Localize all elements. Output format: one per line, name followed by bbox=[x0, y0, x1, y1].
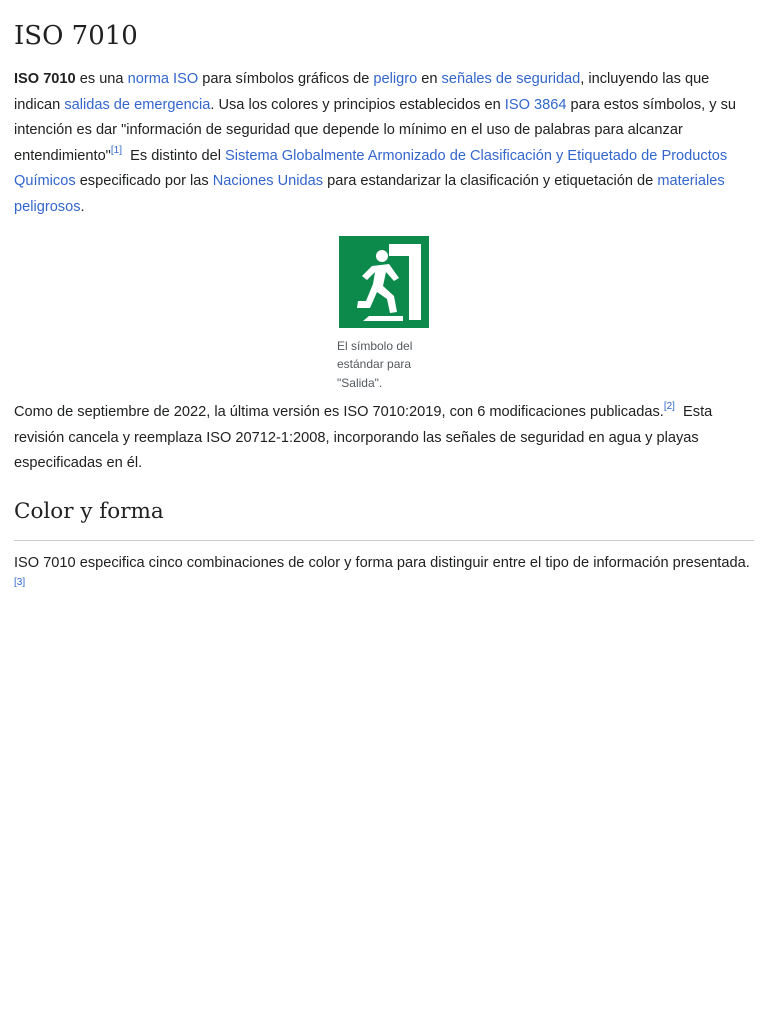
reference-3[interactable]: [3] bbox=[14, 577, 26, 589]
intro-text-5: . Usa los colores y principios establecidos en bbox=[210, 96, 505, 113]
link-sga[interactable]: Sistema Globalmente Armonizado de Clasificación y Etiquetado de Productos Químicos bbox=[14, 147, 728, 190]
version-text-2: Esta revisión cancela y reemplaza ISO 20712-1:2008, incorporando las señales de seguridad en agua y playas especificadas en él. bbox=[14, 404, 717, 472]
color-forma-paragraph bbox=[14, 551, 754, 602]
intro-text-1: es una bbox=[75, 71, 128, 87]
intro-text-7: Es distinto del bbox=[122, 147, 226, 164]
link-salidas-de-emergencia[interactable]: salidas de emergencia bbox=[64, 96, 211, 113]
link-naciones-unidas[interactable]: Naciones Unidas bbox=[212, 173, 324, 190]
intro-text-6: para estos símbolos, y su intención es dar "información de seguridad que depende lo mínimo en el uso de palabras para alcanzar entendimiento" bbox=[14, 96, 736, 164]
exit-sign-figure bbox=[339, 236, 431, 393]
section-heading-color-y-forma: Color y forma bbox=[14, 497, 754, 541]
intro-text-2: para símbolos gráficos de bbox=[198, 71, 374, 87]
link-peligro[interactable]: peligro bbox=[373, 71, 418, 87]
exit-sign-image-link[interactable] bbox=[339, 236, 431, 328]
intro-text-4: , incluyendo las que indican bbox=[14, 71, 710, 113]
version-text-1: Como de septiembre de 2022, la última versión es ISO 7010:2019, con 6 modificaciones publicadas. bbox=[14, 404, 664, 421]
intro-text-9: para estandarizar la clasificación y etiquetación de bbox=[323, 173, 658, 190]
page-title: ISO 7010 bbox=[14, 21, 138, 51]
color-forma-text: ISO 7010 especifica cinco combinaciones de color y forma para distinguir entre el tipo de información presentada. bbox=[14, 554, 750, 571]
emergency-exit-icon bbox=[339, 236, 429, 328]
bold-term: ISO 7010 bbox=[14, 71, 76, 87]
link-iso-3864[interactable]: ISO 3864 bbox=[504, 96, 567, 113]
intro-text-10: . bbox=[80, 198, 85, 215]
link-senales-de-seguridad[interactable]: señales de seguridad bbox=[441, 71, 581, 87]
intro-text-3: en bbox=[417, 71, 442, 87]
link-norma-iso[interactable]: norma ISO bbox=[127, 71, 199, 87]
version-paragraph bbox=[14, 400, 754, 477]
intro-paragraph bbox=[14, 67, 754, 221]
reference-2[interactable]: [2] bbox=[663, 401, 675, 413]
figure-caption: El símbolo del estándar para "Salida". bbox=[337, 338, 413, 390]
intro-text-8: especificado por las bbox=[75, 173, 213, 190]
reference-1[interactable]: [1] bbox=[110, 144, 122, 156]
link-materiales-peligrosos[interactable]: materiales peligrosos bbox=[14, 173, 725, 215]
